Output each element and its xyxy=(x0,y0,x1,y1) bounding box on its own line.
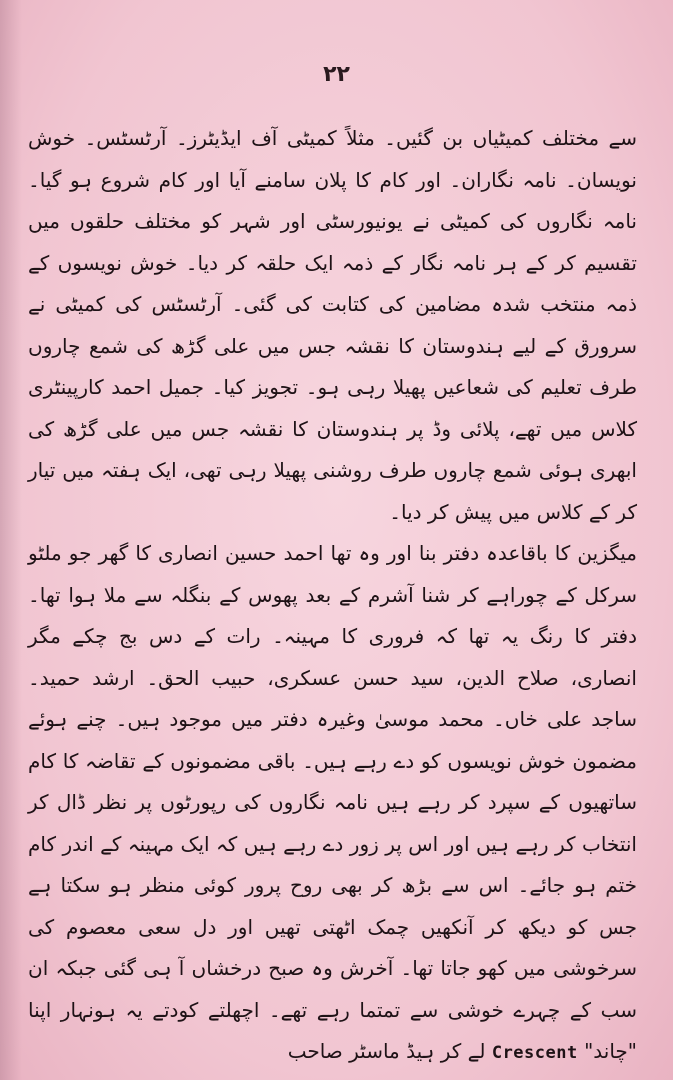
paragraph-committees: سے مختلف کمیٹیاں بن گئیں۔ مثلاً کمیٹی آف ایڈیٹرز۔ آرٹسٹس۔ خوش نویسان۔ نامہ نگاران۔ اور کام کا پلان سامنے آیا اور کام شروع ہو گیا۔ نامہ نگاروں کی کمیٹی نے یونیورسٹی اور شہر کو مختلف حلقوں میں تقسیم کر کے ہر نامہ نگار کے ذمہ ایک حلقہ کر دیا۔ خوش نویسوں کے ذمہ منتخب شدہ مضامین کی کتابت کی گئی۔ آرٹسٹس کی کمیٹی نے سرورق کے لیے ہندوستان کا نقشہ جس میں علی گڑھ کی شمع چاروں طرف تعلیم کی شعاعیں پھیلا رہی ہو۔ تجویز کیا۔ جمیل احمد کارپینٹری کلاس میں تھے، پلائی وڈ پر ہندوستان کا نقشہ جس میں علی گڑھ کی ابھری ہوئی شمع چاروں طرف روشنی پھیلا رہی تھی، ایک ہفتہ میں تیار کر کے کلاس میں پیش کر دیا۔ xyxy=(28,126,637,524)
body-text xyxy=(28,118,637,1075)
page-number: ۲۲ xyxy=(323,62,350,87)
paragraph-office-end: لے کر ہیڈ ماسٹر صاحب xyxy=(287,1039,486,1063)
binding-shadow xyxy=(0,0,22,1080)
paragraph-office-text: میگزین کا باقاعدہ دفتر بنا اور وہ تھا احمد حسین انصاری کا گھر جو ملٹو سرکل کے چوراہے کر شنا آشرم کے بعد پھوس کے بنگلہ سے ملا ہوا تھا۔ دفتر کا رنگ یہ تھا کہ فروری کا مہینہ۔ رات کے دس بج چکے مگر انصاری، صلاح الدین، سید حسن عسکری، حبیب الحق۔ ارشد حمید۔ ساجد علی خاں۔ محمد موسیٰ وغیرہ دفتر میں موجود ہیں۔ چنے ہوئے مضمون خوش نویسوں کو دے رہے ہیں۔ باقی مضمونوں کے تقاضہ کا کام ساتھیوں کے سپرد کر رہے ہیں نامہ نگاروں کی رپورٹوں پر نظر ڈال کر انتخاب کر رہے ہیں اور اس پر زور دے رہے ہیں کہ ایک مہینہ کے اندر کام ختم ہو جائے۔ اس سے بڑھ کر بھی روح پرور کوئی منظر ہو سکتا ہے جس کو دیکھ کر آنکھیں چمک اٹھتی تھیں اور دل سعی معصوم کی سرخوشی میں کھو جاتا تھا۔ آخرش وہ صبح درخشاں آ ہی گئی جبکہ ان سب کے چہرے خوشی سے تمتما رہے تھے۔ اچھلتے کودتے یہ ہونہار اپنا "چاند" xyxy=(28,541,637,1063)
paragraph-office xyxy=(28,533,637,1075)
crescent-label: Crescent xyxy=(491,1043,578,1063)
